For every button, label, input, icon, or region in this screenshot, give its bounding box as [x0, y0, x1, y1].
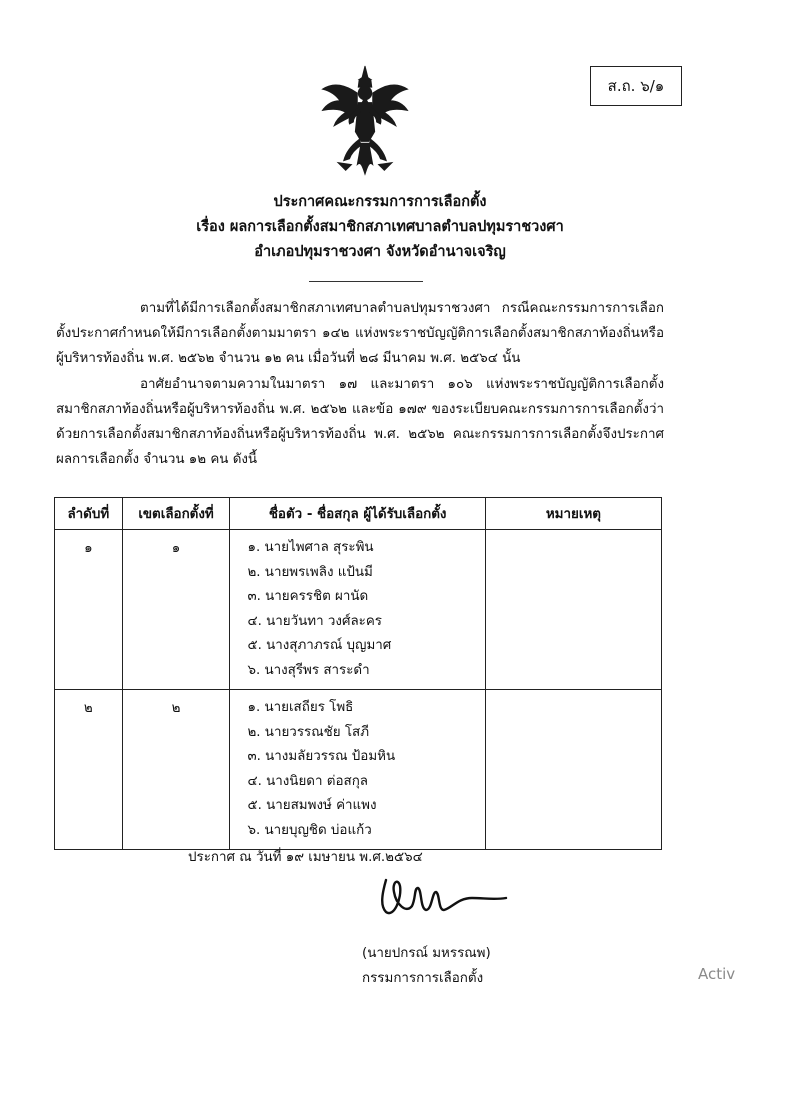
- row-zone-cell: [122, 530, 230, 690]
- row-order: ๒: [83, 701, 93, 716]
- elected-names-list: [231, 531, 483, 688]
- elected-name: ๖. นายบุญชิด บ่อแก้ว: [247, 822, 372, 838]
- header-order: ลำดับที่: [55, 498, 123, 530]
- row-order-cell: [55, 690, 123, 850]
- table-row: [55, 530, 662, 690]
- heading-line-1: ประกาศคณะกรรมการการเลือกตั้ง: [273, 194, 487, 210]
- elected-name: ๒. นายวรรณชัย โสภี: [247, 724, 370, 740]
- row-order-cell: [55, 530, 123, 690]
- elected-name: ๕. นายสมพงษ์ ค่าแพง: [247, 798, 377, 813]
- paragraph-2: [56, 372, 664, 472]
- paragraph-2-text: อาศัยอำนาจตามความในมาตรา ๑๗ และมาตรา ๑๐๖ แห่งพระราชบัญญัติการเลือกตั้งสมาชิกสภาท้องถิ่นหรือผู้บริหารท้องถิ่น พ.ศ. ๒๕๖๒ และข้อ ๑๗๙ ของระเบียบคณะกรรมการการเลือกตั้งว่าด้วยการเลือกตั้งสมาชิกสภาท้องถิ่นหรือผู้บริหารท้องถิ่น พ.ศ. ๒๕๖๒ คณะกรรมการการเลือกตั้งจึงประกาศผลการเลือกตั้ง จำนวน ๑๒ คน ดังนี้: [56, 377, 664, 467]
- table-row: [55, 690, 662, 850]
- form-code-box: [590, 66, 682, 106]
- elected-name: ๒. นายพรเพลิง แป้นมี: [247, 564, 373, 580]
- signer-name: (นายปกรณ์ มหรรณพ): [362, 946, 491, 961]
- row-order: ๑: [84, 541, 93, 556]
- elected-name: ๓. นายครรชิต ผานัด: [247, 589, 369, 604]
- row-note: [485, 690, 661, 850]
- header-name: ชื่อตัว - ชื่อสกุล ผู้ได้รับเลือกตั้ง: [230, 498, 485, 530]
- signer-position: กรรมการการเลือกตั้ง: [362, 971, 484, 986]
- row-zone: ๑: [171, 541, 181, 556]
- announce-date: ประกาศ ณ วันที่ ๑๙ เมษายน พ.ศ.๒๕๖๔: [188, 850, 423, 865]
- activation-watermark: Activ: [698, 965, 736, 983]
- form-code: ส.ถ. ๖/๑: [607, 77, 665, 95]
- elected-name: ๓. นางมลัยวรรณ ป้อมหิน: [247, 749, 396, 764]
- elected-name: ๖. นางสุรีพร สาระดำ: [247, 662, 370, 678]
- election-results-table: [54, 497, 662, 850]
- garuda-emblem-icon: [316, 64, 414, 180]
- header-note: หมายเหตุ: [485, 498, 661, 530]
- elected-name: ๑. นายเสถียร โพธิ: [247, 700, 354, 715]
- announcement-heading: [0, 190, 760, 265]
- row-zone: ๒: [171, 701, 181, 716]
- elected-name: ๕. นางสุภาภรณ์ บุญมาศ: [247, 638, 392, 653]
- row-zone-cell: [122, 690, 230, 850]
- elected-names-list: [231, 691, 483, 848]
- elected-name: ๑. นายไพศาล สุระพิน: [247, 540, 374, 555]
- paragraph-1: [56, 296, 664, 371]
- row-note: [485, 530, 661, 690]
- header-zone: เขตเลือกตั้งที่: [122, 498, 230, 530]
- title-divider: [309, 281, 423, 282]
- elected-name: ๔. นางนิยดา ต่อสกุล: [247, 773, 369, 789]
- row-names-cell: [230, 690, 485, 850]
- heading-line-3: อำเภอปทุมราชวงศา จังหวัดอำนาจเจริญ: [254, 244, 506, 260]
- handwritten-signature: [372, 868, 512, 920]
- heading-line-2: เรื่อง ผลการเลือกตั้งสมาชิกสภาเทศบาลตำบลปทุมราชวงศา: [196, 219, 564, 235]
- row-names-cell: [230, 530, 485, 690]
- table-header-row: [55, 498, 662, 530]
- paragraph-1-text: ตามที่ได้มีการเลือกตั้งสมาชิกสภาเทศบาลตำบลปทุมราชวงศา กรณีคณะกรรมการการเลือกตั้งประกาศกำหนดให้มีการเลือกตั้งตามมาตรา ๑๔๒ แห่งพระราชบัญญัติการเลือกตั้งสมาชิกสภาท้องถิ่นหรือผู้บริหารท้องถิ่น พ.ศ. ๒๕๖๒ จำนวน ๑๒ คน เมื่อวันที่ ๒๘ มีนาคม พ.ศ. ๒๕๖๔ นั้น: [56, 301, 664, 366]
- elected-name: ๔. นายวันทา วงศ์ละคร: [247, 613, 383, 629]
